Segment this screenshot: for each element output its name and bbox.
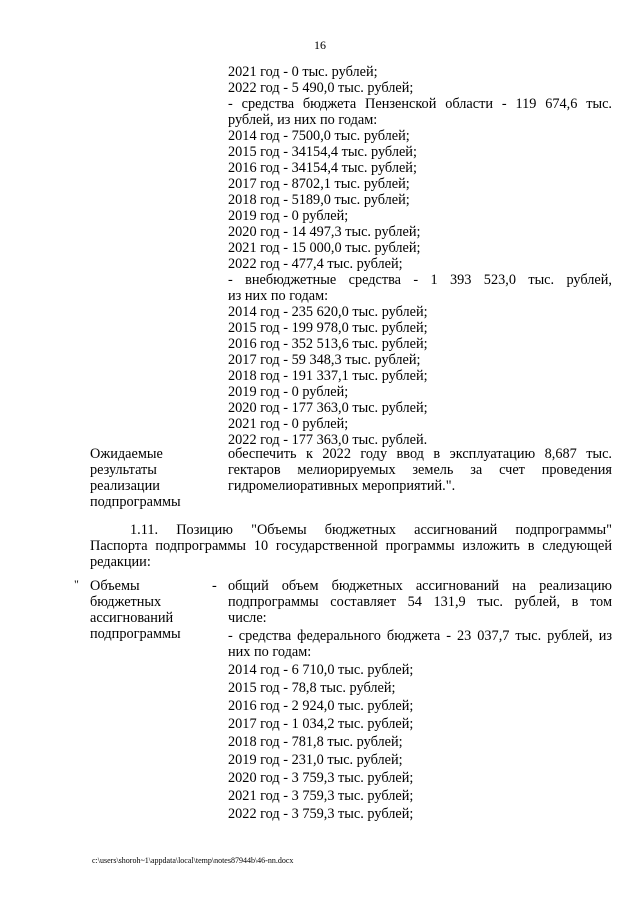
funding-line: 2018 год - 5189,0 тыс. рублей;	[228, 192, 410, 208]
allocations-label: подпрограммы	[90, 626, 181, 642]
funding-line: 2018 год - 191 337,1 тыс. рублей;	[228, 368, 428, 384]
amendment-paragraph: 1.11. Позицию "Объемы бюджетных ассигнований подпрограммы"	[130, 522, 612, 538]
allocation-line: них по годам:	[228, 644, 312, 660]
allocation-line: числе:	[228, 610, 267, 626]
footer-file-path: c:\users\shoroh~1\appdata\local\temp\notes87944b\46-nn.docx	[92, 856, 294, 865]
funding-line: 2015 год - 199 978,0 тыс. рублей;	[228, 320, 428, 336]
allocation-line: 2015 год - 78,8 тыс. рублей;	[228, 680, 396, 696]
allocation-line: подпрограммы составляет 54 131,9 тыс. рублей, в том	[228, 594, 612, 610]
funding-line: рублей, из них по годам:	[228, 112, 378, 128]
funding-line: 2022 год - 177 363,0 тыс. рублей.	[228, 432, 428, 448]
funding-line: - внебюджетные средства - 1 393 523,0 тыс. рублей,	[228, 272, 612, 288]
funding-line: 2022 год - 5 490,0 тыс. рублей;	[228, 80, 414, 96]
funding-line: из них по годам:	[228, 288, 329, 304]
funding-line: 2020 год - 177 363,0 тыс. рублей;	[228, 400, 428, 416]
expected-results-label: подпрограммы	[90, 494, 181, 510]
funding-line: 2019 год - 0 рублей;	[228, 384, 349, 400]
page-number: 16	[314, 38, 326, 52]
amendment-paragraph: редакции:	[90, 554, 151, 570]
allocation-line: 2019 год - 231,0 тыс. рублей;	[228, 752, 403, 768]
allocations-label: бюджетных	[90, 594, 162, 610]
expected-results-label: Ожидаемые	[90, 446, 163, 462]
expected-results-text: обеспечить к 2022 году ввод в эксплуатацию 8,687 тыс.	[228, 446, 612, 462]
expected-results-label: результаты	[90, 462, 157, 478]
allocations-label: Объемы	[90, 578, 140, 594]
funding-line: 2016 год - 352 513,6 тыс. рублей;	[228, 336, 428, 352]
allocation-line: 2020 год - 3 759,3 тыс. рублей;	[228, 770, 414, 786]
allocations-dash: -	[212, 578, 217, 594]
opening-quote-mark: "	[74, 577, 79, 591]
allocation-line: 2016 год - 2 924,0 тыс. рублей;	[228, 698, 414, 714]
funding-line: 2021 год - 0 рублей;	[228, 416, 349, 432]
funding-line: 2019 год - 0 рублей;	[228, 208, 349, 224]
expected-results-text: гектаров мелиорируемых земель за счет проведения	[228, 462, 612, 478]
funding-line: 2017 год - 59 348,3 тыс. рублей;	[228, 352, 421, 368]
allocations-label: ассигнований	[90, 610, 174, 626]
funding-line: 2014 год - 7500,0 тыс. рублей;	[228, 128, 410, 144]
funding-line: 2015 год - 34154,4 тыс. рублей;	[228, 144, 417, 160]
funding-line: 2021 год - 15 000,0 тыс. рублей;	[228, 240, 421, 256]
allocation-line: общий объем бюджетных ассигнований на реализацию	[228, 578, 612, 594]
allocation-line: 2021 год - 3 759,3 тыс. рублей;	[228, 788, 414, 804]
amendment-paragraph: Паспорта подпрограммы 10 государственной программы изложить в следующей	[90, 538, 612, 554]
funding-line: - средства бюджета Пензенской области - 119 674,6 тыс.	[228, 96, 612, 112]
expected-results-text: гидромелиоративных мероприятий.".	[228, 478, 456, 494]
funding-line: 2017 год - 8702,1 тыс. рублей;	[228, 176, 410, 192]
allocation-line: 2022 год - 3 759,3 тыс. рублей;	[228, 806, 414, 822]
funding-line: 2020 год - 14 497,3 тыс. рублей;	[228, 224, 421, 240]
allocation-line: - средства федерального бюджета - 23 037,7 тыс. рублей, из	[228, 628, 612, 644]
allocation-line: 2017 год - 1 034,2 тыс. рублей;	[228, 716, 414, 732]
allocation-line: 2018 год - 781,8 тыс. рублей;	[228, 734, 403, 750]
funding-line: 2021 год - 0 тыс. рублей;	[228, 64, 378, 80]
allocation-line: 2014 год - 6 710,0 тыс. рублей;	[228, 662, 414, 678]
funding-line: 2014 год - 235 620,0 тыс. рублей;	[228, 304, 428, 320]
funding-line: 2022 год - 477,4 тыс. рублей;	[228, 256, 403, 272]
funding-line: 2016 год - 34154,4 тыс. рублей;	[228, 160, 417, 176]
expected-results-label: реализации	[90, 478, 160, 494]
